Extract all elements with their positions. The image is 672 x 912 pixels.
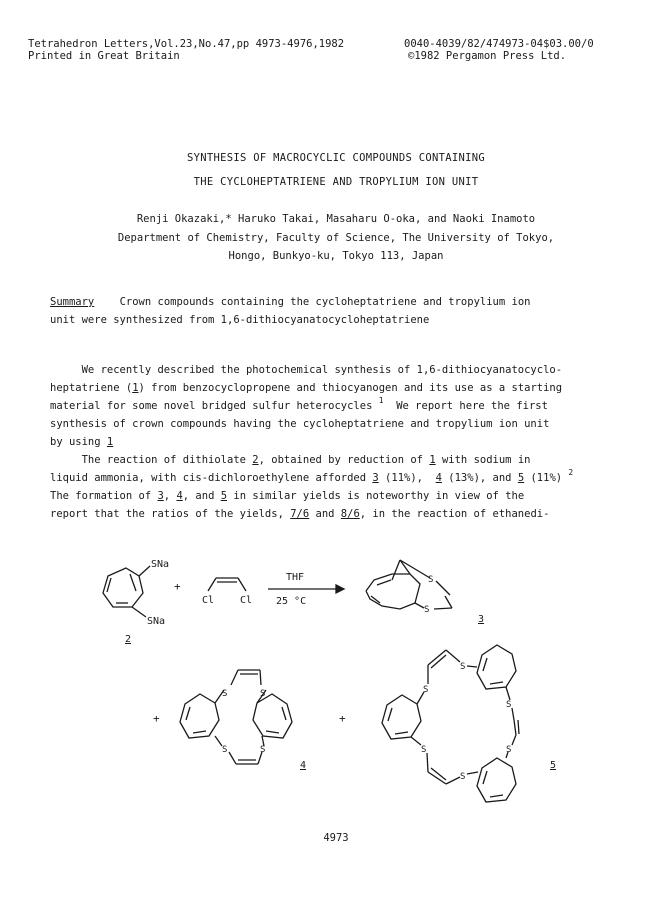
compound-3-structure xyxy=(366,560,484,625)
compound-ratio: 7/6 xyxy=(290,508,310,520)
footnote-ref: 2 xyxy=(568,468,574,477)
text: ) from benzocyclopropene and thiocyanogen and its use as a starting xyxy=(138,382,563,394)
reagent-label: THF xyxy=(286,572,305,583)
sulfur-atom: S xyxy=(424,605,430,615)
text: , xyxy=(163,490,177,502)
compound-ref: 2 xyxy=(252,454,259,466)
compound-4-structure xyxy=(180,670,306,771)
sulfur-atom: S xyxy=(260,689,266,699)
sulfur-atom: S xyxy=(506,700,512,710)
title-line-1: SYNTHESIS OF MACROCYCLIC COMPOUNDS CONTAINING xyxy=(187,152,485,164)
compound-ref: 5 xyxy=(517,472,525,484)
text: by using xyxy=(50,436,107,448)
compound-ref: 3 xyxy=(157,490,164,502)
compound-ref: 3 xyxy=(372,472,379,484)
sna-label: SNa xyxy=(151,559,170,570)
sulfur-atom: S xyxy=(222,689,228,699)
para1-line-1: We recently described the photochemical synthesis of 1,6-dithiocyanatocyclo- xyxy=(50,364,563,376)
compound-label-3: 3 xyxy=(478,614,485,625)
compound-label-5: 5 xyxy=(550,760,557,771)
plus-sign: + xyxy=(174,580,181,593)
text: The reaction of dithiolate xyxy=(50,454,253,466)
authors: Renji Okazaki,* Haruko Takai, Masaharu O-oka, and Naoki Inamoto xyxy=(136,213,536,225)
summary-line-2: unit were synthesized from 1,6-dithiocyanatocycloheptatriene xyxy=(50,314,430,326)
sulfur-atom: S xyxy=(222,745,228,755)
text: (11%) xyxy=(524,472,563,484)
para1-line-4: synthesis of crown compounds having the cycloheptatriene and tropylium ion unit xyxy=(50,418,550,430)
text: with sodium in xyxy=(435,454,531,466)
text: We report here the first xyxy=(383,400,548,412)
compound-2-structure xyxy=(103,559,169,645)
affiliation-line-2: Hongo, Bunkyo-ku, Tokyo 113, Japan xyxy=(228,250,444,262)
reaction-arrow xyxy=(268,572,344,607)
text: and xyxy=(309,508,341,520)
text: liquid ammonia, with cis-dichloroethylene afforded xyxy=(50,472,373,484)
sulfur-atom: S xyxy=(428,575,434,585)
compound-ref: 4 xyxy=(176,490,183,502)
sulfur-atom: S xyxy=(460,662,466,672)
page-number: 4973 xyxy=(323,832,349,844)
sulfur-atom: S xyxy=(506,745,512,755)
sulfur-atom: S xyxy=(460,772,466,782)
summary-label: Summary xyxy=(50,296,95,308)
text: The formation of xyxy=(50,490,158,502)
title-line-2: THE CYCLOHEPTATRIENE AND TROPYLIUM ION UNIT xyxy=(193,176,479,188)
sulfur-atom: S xyxy=(421,745,427,755)
compound-ref: 1 xyxy=(106,436,114,448)
compound-label-2: 2 xyxy=(125,634,132,645)
compound-ref: 4 xyxy=(435,472,442,484)
plus-sign: + xyxy=(339,712,346,725)
sulfur-atom: S xyxy=(260,745,266,755)
cl-label: Cl xyxy=(202,595,215,606)
plus-sign: + xyxy=(153,712,160,725)
text: heptatriene ( xyxy=(50,382,133,394)
text: material for some novel bridged sulfur heterocycles xyxy=(50,400,379,412)
temperature-label: 25 °C xyxy=(276,596,307,607)
text: report that the ratios of the yields, xyxy=(50,508,291,520)
footnote-ref: 1 xyxy=(378,396,384,405)
copyright: ©1982 Pergamon Press Ltd. xyxy=(408,50,567,62)
text: , and xyxy=(182,490,221,502)
cl-label: Cl xyxy=(240,595,253,606)
printed-in: Printed in Great Britain xyxy=(28,50,180,62)
compound-5-structure xyxy=(382,645,556,802)
sulfur-atom: S xyxy=(423,685,429,695)
compound-ratio: 8/6 xyxy=(340,508,360,520)
text: in similar yields is noteworthy in view of the xyxy=(227,490,525,502)
affiliation-line-1: Department of Chemistry, Faculty of Science, The University of Tokyo, xyxy=(117,232,555,244)
compound-ref: 1 xyxy=(132,382,139,394)
text: , in the reaction of ethanedi- xyxy=(359,508,550,520)
compound-ref: 1 xyxy=(429,454,436,466)
sna-label: SNa xyxy=(147,616,166,627)
text: , obtained by reduction of xyxy=(258,454,430,466)
text: (13%), and xyxy=(441,472,518,484)
text: (11%), xyxy=(378,472,436,484)
dichloroethylene-structure xyxy=(202,578,252,606)
compound-label-4: 4 xyxy=(300,760,307,771)
compound-ref: 5 xyxy=(220,490,228,502)
journal-citation: Tetrahedron Letters,Vol.23,No.47,pp 4973-4976,1982 xyxy=(28,38,345,50)
summary-text-1: Crown compounds containing the cycloheptatriene and tropylium ion xyxy=(119,296,531,308)
article-code: 0040-4039/82/474973-04$03.00/0 xyxy=(404,38,594,50)
